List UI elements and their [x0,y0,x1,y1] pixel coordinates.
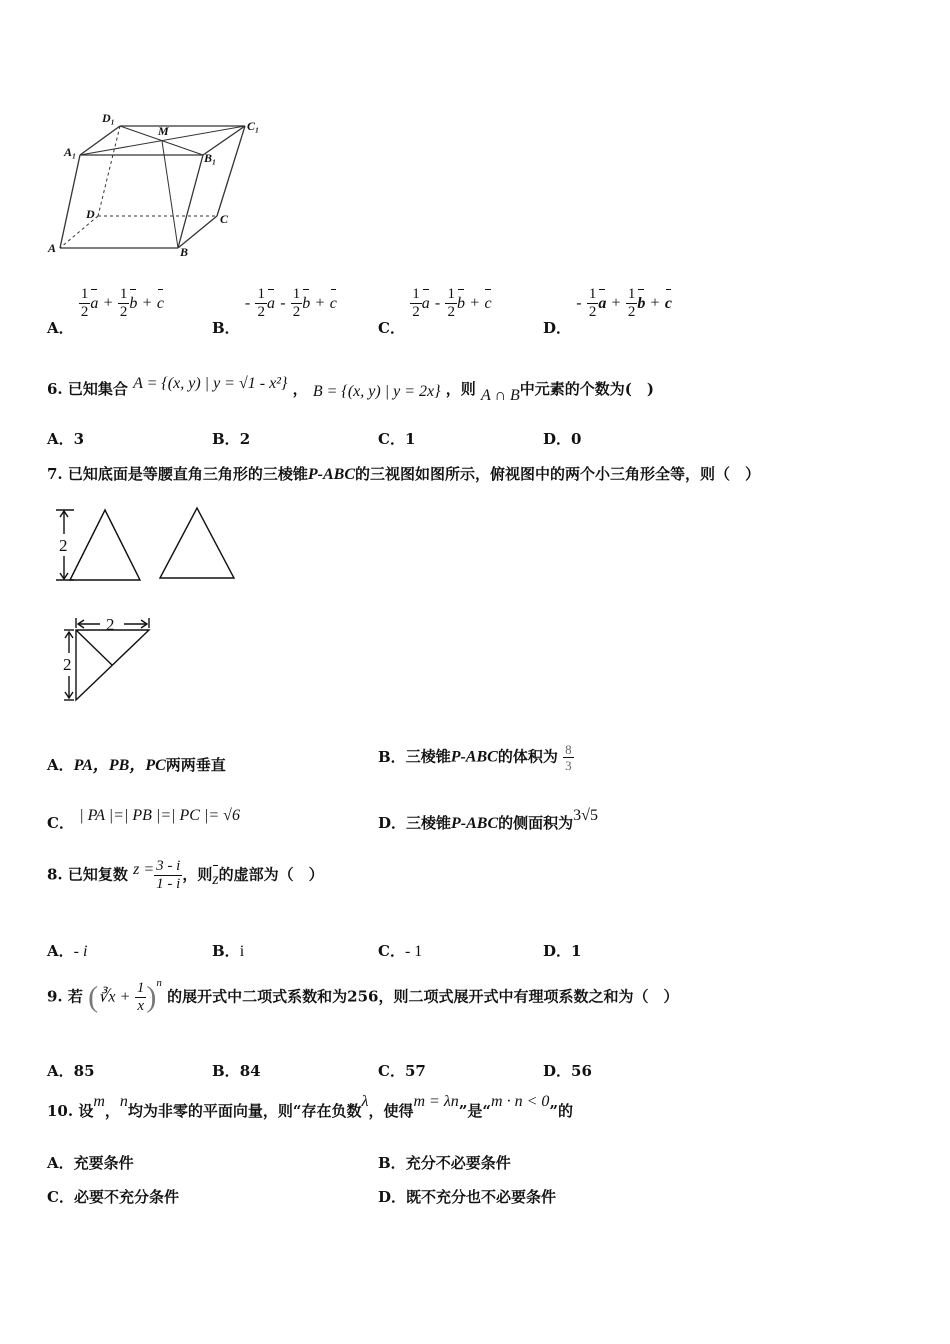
q7-b-den: 3 [565,758,572,773]
q10-option-b[interactable] [378,1152,511,1173]
q9-prefix: 9. 若 [47,987,83,1006]
q8-den: 1 - i [156,876,181,892]
q5-b-n2: 1 [292,286,301,302]
q9-option-b[interactable] [212,1060,261,1081]
q9-c-letter: C． [378,1062,405,1080]
q10-stem [47,1093,574,1121]
q7-b-suffix: 的体积为 [497,747,558,766]
q5-a-op2: + [142,294,152,312]
q9-option-a[interactable] [47,1060,95,1081]
q8-mid: ，则 [182,865,213,884]
q8-c-text: - 1 [404,943,423,960]
q7-b-letter: B． [378,747,406,766]
q6-a-letter: A． [47,430,74,448]
q6-c-text: 1 [404,430,416,448]
three-view-figure [50,500,250,710]
q10-text1: 均为非零的平面向量，则“存在负数 [127,1102,362,1120]
q10-eq: m = λn [413,1093,459,1110]
q10-comma: ， [104,1102,120,1120]
q7-option-d[interactable] [378,804,598,832]
q5-b-d1: 2 [257,304,265,320]
q5-b-sign: - [244,294,251,312]
q7-a-math: PA，PB，PC [73,757,166,774]
q8-a-letter: A． [47,942,74,960]
q7-d-text: 三棱锥 [406,814,452,832]
q9-root: ∛x [98,988,116,1006]
q6-a-text: 3 [73,430,85,448]
q9-b-letter: B． [212,1062,240,1080]
q5-option-b-letter: B． [212,318,240,337]
q10-option-a[interactable] [47,1152,134,1173]
q10-b-letter: B． [378,1154,406,1172]
q5-b-op2: + [315,294,325,312]
q9-suffix: 的展开式中二项式系数和为256，则二项式展开式中有理项系数之和为（ ） [167,987,679,1006]
q6-set-b: B = {(x, y) | y = 2x} [312,383,441,400]
q5-d-v2: b [637,294,646,312]
label-a: A [48,241,57,255]
q10-ineq: m · n < 0 [491,1093,550,1110]
q5-b-v2: b [302,294,311,312]
top-view-height-label: 2 [63,655,72,674]
q5-c-op: - [434,294,441,312]
q5-d-d2: 2 [627,304,636,320]
q5-c-n1: 1 [412,286,420,302]
q5-c-v2: b [456,294,465,312]
q9-a-letter: A． [47,1062,74,1080]
q10-b-text: 充分不必要条件 [405,1154,511,1172]
label-c1: C₁ [247,119,260,133]
q9-stem: 9. 若 (∛x + $\frac{1}{x}$ )$^n$ 的展开式中二项式系数和为256，则二项式展开式中有理项系数之和为（ ） [47,976,679,1014]
q9-c-text: 57 [404,1062,426,1080]
q10-n: n [119,1093,128,1110]
q5-c-v3: c [484,294,492,312]
q6-prefix: 6. 已知集合 [47,380,128,398]
q8-zbar: z [212,870,219,888]
q5-option-c[interactable] [378,286,492,337]
q6-d-text: 0 [571,430,582,448]
q5-a-op: + [103,294,113,312]
q7-d-suffix: 的侧面积为 [498,814,574,832]
q9-a-text: 85 [73,1062,95,1080]
q8-suffix: 的虚部为（ ） [218,865,324,884]
q7-a-suffix: 两两垂直 [165,756,226,774]
q7-d-math: 3√5 [573,807,598,824]
q5-c-d1: 2 [412,304,420,320]
q7-b-text: 三棱锥 [405,747,451,766]
q5-b-n1: 1 [257,286,265,302]
q6-option-b[interactable] [212,428,250,449]
q5-a-v3: c [156,294,164,312]
q7-pabc: P-ABC [307,466,356,483]
q8-c-letter: C． [378,942,405,960]
q9-option-c[interactable] [378,1060,426,1081]
q5-d-op2: + [650,294,660,312]
q5-a-d2: 2 [119,304,128,320]
q5-a-n1: 1 [80,286,89,302]
q6-mid: ，则 [445,380,476,398]
q5-d-sign: - [576,294,582,312]
q5-option-d[interactable] [543,286,672,337]
label-a1: A₁ [64,145,77,159]
q9-power: n [156,976,162,989]
q5-b-v1: a [266,294,275,312]
label-m: M [158,124,169,138]
q10-option-d[interactable] [378,1186,556,1207]
q5-d-v3: c [664,294,672,312]
q8-num: 3 - i [156,858,181,874]
q8-d-text: 1 [571,942,582,960]
q7-option-b[interactable] [378,742,574,773]
q8-option-a[interactable] [47,940,87,961]
q8-option-b[interactable] [212,940,244,961]
q6-b-letter: B． [212,430,240,448]
q5-option-a-letter: A． [47,318,74,337]
q5-b-v3: c [329,294,337,312]
q7-c-math: | PA |=| PB |=| PC |= √6 [79,807,240,824]
q7-text-a: 7. 已知底面是等腰直角三角形的三棱锥 [47,465,308,483]
q7-option-c[interactable] [47,804,240,832]
q10-m: m [93,1093,105,1110]
q7-stem [47,463,760,484]
q9-b-text: 84 [239,1062,261,1080]
q10-prefix: 10. 设 [47,1102,94,1120]
q6-suffix: 中元素的个数为( ) [519,380,654,398]
q5-b-op: - [280,294,286,312]
q5-c-v1: a [421,294,430,312]
q5-option-a[interactable] [47,286,164,337]
q8-option-d[interactable] [543,940,581,961]
q9-d-text: 56 [571,1062,592,1080]
q10-a-text: 充要条件 [73,1154,134,1172]
label-d: D [86,207,95,221]
q9-d-letter: D． [543,1062,572,1080]
front-view-height-label: 2 [59,536,68,555]
q6-stem [47,375,654,404]
q5-option-c-letter: C． [378,318,405,337]
q8-option-c[interactable] [378,940,422,961]
top-view-width-label: 2 [106,615,115,634]
q5-d-n2: 1 [627,286,636,302]
q5-d-n1: 1 [588,286,597,302]
q8-b-letter: B． [212,942,240,960]
q10-text3: ”是“ [458,1102,492,1120]
q5-c-op2: + [470,294,480,312]
q6-c-letter: C． [378,430,405,448]
q10-text2: ，使得 [368,1102,414,1120]
q10-d-letter: D． [378,1188,407,1206]
q6-option-c[interactable] [378,428,415,449]
q5-b-d2: 2 [292,304,301,320]
q8-d-letter: D． [543,942,572,960]
q6-d-letter: D． [543,430,572,448]
q10-a-letter: A． [47,1154,74,1172]
q9-den: x [137,998,144,1014]
q5-d-v1: a [598,294,607,312]
q6-intersection: A ∩ B [480,387,520,404]
label-d1: D₁ [102,111,115,125]
q7-d-letter: D． [378,814,407,832]
q5-c-n2: 1 [447,286,455,302]
q6-option-a[interactable] [47,428,84,449]
q5-c-d2: 2 [447,304,455,320]
q10-lambda: λ [361,1093,369,1110]
q5-a-v1: a [90,294,99,312]
q6-b-text: 2 [239,430,251,448]
q8-stem [47,858,324,893]
q5-a-v2: b [129,294,138,312]
q7-d-pabc: P-ABC [451,815,499,832]
q7-text-b: 的三视图如图所示，俯视图中的两个小三角形全等，则（ ） [355,465,761,483]
q7-a-letter: A． [47,756,74,774]
parallelepiped-figure [40,108,280,258]
q8-prefix: 8. 已知复数 [47,865,128,884]
q7-b-num: 8 [565,742,572,757]
q10-d-text: 既不充分也不必要条件 [406,1188,557,1206]
q10-c-letter: C． [47,1188,74,1206]
label-b1: B₁ [204,151,217,165]
q8-b-text: i [239,943,245,960]
q5-a-n2: 1 [119,286,128,302]
q9-plus: + [120,988,130,1006]
q7-b-pabc: P-ABC [450,748,498,766]
q10-option-c[interactable] [47,1186,179,1207]
q5-option-b[interactable] [212,286,337,337]
q5-option-d-letter: D． [543,318,572,337]
q5-d-d1: 2 [588,304,597,320]
q6-set-a: A = {(x, y) | y = √1 - x²} [133,375,288,392]
q8-a-text: - i [73,943,88,960]
q10-text4: ”的 [549,1102,574,1120]
q9-num: 1 [136,980,145,996]
q8-z-eq: z = [133,860,155,878]
q6-option-d[interactable] [543,428,581,449]
q9-option-d[interactable] [543,1060,592,1081]
label-b: B [180,245,189,258]
q5-a-d1: 2 [80,304,89,320]
q5-d-op: + [611,294,621,312]
q10-c-text: 必要不充分条件 [73,1188,179,1206]
label-c: C [220,212,229,226]
q7-c-letter: C． [47,814,74,832]
q6-comma: ， [292,380,308,398]
q7-option-a[interactable] [47,752,226,775]
